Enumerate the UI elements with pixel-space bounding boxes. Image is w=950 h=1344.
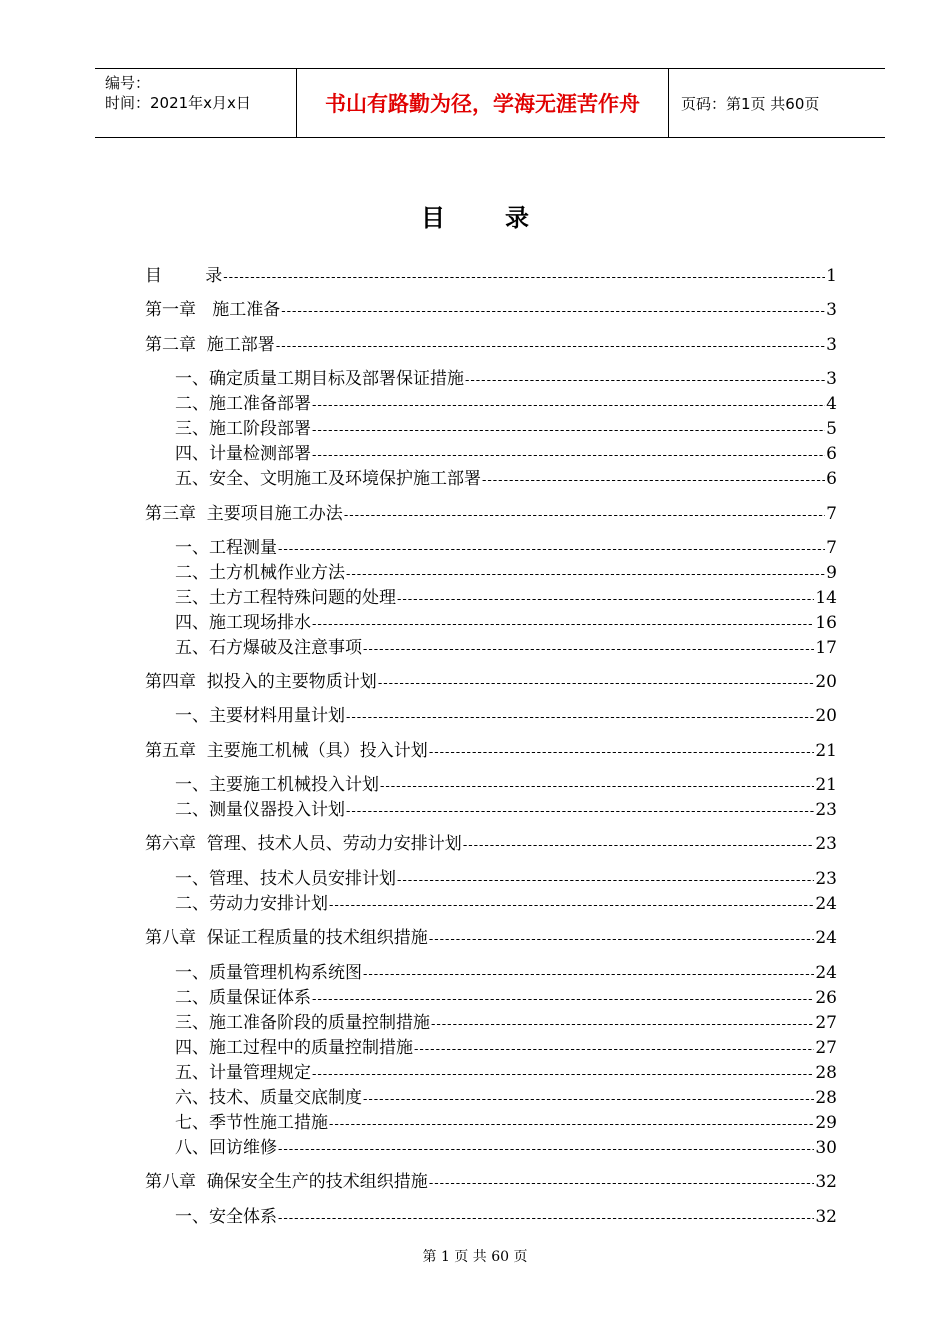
toc-entry[interactable] bbox=[145, 502, 837, 526]
toc-entry-page: 6 bbox=[826, 469, 837, 489]
toc-entry-title: 一、质量管理机构系统图 bbox=[175, 963, 362, 983]
toc-entry-page: 6 bbox=[826, 444, 837, 464]
toc-leader-dashes bbox=[329, 1113, 814, 1137]
toc-entry-page: 1 bbox=[826, 266, 837, 286]
toc-leader-dashes bbox=[397, 869, 814, 893]
toc-leader-dashes bbox=[346, 706, 814, 730]
toc-leader-dashes bbox=[429, 928, 815, 952]
toc-entry-title: 一、确定质量工期目标及部署保证措施 bbox=[175, 369, 464, 389]
toc-entry-page: 30 bbox=[815, 1138, 837, 1158]
toc-entry-title: 五、安全、文明施工及环境保护施工部署 bbox=[175, 469, 481, 489]
toc-entry[interactable] bbox=[145, 298, 837, 322]
page-footer: 第 1 页 共 60 页 bbox=[422, 1249, 528, 1265]
toc-entry-title: 三、土方工程特殊问题的处理 bbox=[175, 588, 396, 608]
toc-entry-page: 7 bbox=[826, 538, 837, 558]
page-header bbox=[95, 68, 885, 138]
toc-leader-dashes bbox=[278, 1207, 814, 1231]
toc-entry-title: 一、主要施工机械投入计划 bbox=[175, 775, 379, 795]
toc-entry-page: 3 bbox=[826, 335, 837, 355]
toc-leader-dashes bbox=[312, 1063, 814, 1087]
toc-entry[interactable] bbox=[175, 773, 837, 797]
toc-entry[interactable] bbox=[175, 611, 837, 635]
toc-entry[interactable] bbox=[175, 986, 837, 1010]
toc-entry-title: 二、土方机械作业方法 bbox=[175, 563, 345, 583]
toc-entry-page: 23 bbox=[815, 800, 837, 820]
toc-entry-title: 五、石方爆破及注意事项 bbox=[175, 638, 362, 658]
toc-entry[interactable] bbox=[175, 1136, 837, 1160]
header-motto: 书山有路勤为径，学海无涯苦作舟 bbox=[297, 69, 669, 137]
toc-entry-title: 一、主要材料用量计划 bbox=[175, 706, 345, 726]
header-page-info: 页码：第1页 共60页 bbox=[681, 94, 820, 113]
toc-entry-title: 二、施工准备部署 bbox=[175, 394, 311, 414]
toc-leader-dashes bbox=[363, 963, 814, 987]
toc-entry[interactable] bbox=[145, 333, 837, 357]
toc-entry[interactable] bbox=[145, 926, 837, 950]
toc-entry-page: 5 bbox=[826, 419, 837, 439]
toc-leader-dashes bbox=[276, 335, 825, 359]
toc-entry-title: 第六章 管理、技术人员、劳动力安排计划 bbox=[145, 834, 462, 854]
toc-entry-title: 五、计量管理规定 bbox=[175, 1063, 311, 1083]
toc-entry-page: 16 bbox=[815, 613, 837, 633]
toc-leader-dashes bbox=[346, 563, 825, 587]
toc-entry-page: 23 bbox=[815, 834, 837, 854]
toc-leader-dashes bbox=[312, 988, 814, 1012]
toc-entry[interactable] bbox=[175, 561, 837, 585]
toc-entry[interactable] bbox=[175, 442, 837, 466]
toc-leader-dashes bbox=[431, 1013, 814, 1037]
toc-leader-dashes bbox=[278, 538, 825, 562]
toc-entry-title: 一、管理、技术人员安排计划 bbox=[175, 869, 396, 889]
toc-entry[interactable] bbox=[175, 867, 837, 891]
toc-entry-page: 20 bbox=[815, 706, 837, 726]
toc-entry[interactable] bbox=[175, 417, 837, 441]
toc-entry[interactable] bbox=[145, 739, 837, 763]
toc-entry[interactable] bbox=[145, 1170, 837, 1194]
toc-entry-page: 21 bbox=[815, 741, 837, 761]
toc-entry-page: 23 bbox=[815, 869, 837, 889]
toc-entry[interactable] bbox=[145, 832, 837, 856]
toc-entry-title: 第八章 保证工程质量的技术组织措施 bbox=[145, 928, 428, 948]
toc-leader-dashes bbox=[429, 741, 815, 765]
toc-entry-page: 3 bbox=[826, 300, 837, 320]
toc-entry-title: 一、工程测量 bbox=[175, 538, 277, 558]
toc-entry[interactable] bbox=[175, 467, 837, 491]
toc-leader-dashes bbox=[397, 588, 814, 612]
toc-entry-title: 二、测量仪器投入计划 bbox=[175, 800, 345, 820]
toc-entry-page: 32 bbox=[815, 1172, 837, 1192]
toc-entry[interactable] bbox=[145, 264, 837, 288]
toc-entry-page: 17 bbox=[815, 638, 837, 658]
toc-entry-title: 二、质量保证体系 bbox=[175, 988, 311, 1008]
toc-leader-dashes bbox=[223, 266, 825, 290]
toc-leader-dashes bbox=[329, 894, 814, 918]
toc-entry[interactable] bbox=[175, 1205, 837, 1229]
toc-entry-page: 14 bbox=[815, 588, 837, 608]
toc-entry[interactable] bbox=[175, 392, 837, 416]
toc-entry[interactable] bbox=[175, 586, 837, 610]
toc-entry-title: 第四章 拟投入的主要物质计划 bbox=[145, 672, 377, 692]
toc-entry-page: 3 bbox=[826, 369, 837, 389]
toc-entry[interactable] bbox=[175, 1111, 837, 1135]
toc-entry-page: 24 bbox=[815, 963, 837, 983]
toc-entry-title: 第二章 施工部署 bbox=[145, 335, 275, 355]
toc-entry-page: 26 bbox=[815, 988, 837, 1008]
toc-entry[interactable] bbox=[175, 1011, 837, 1035]
toc-entry-page: 29 bbox=[815, 1113, 837, 1133]
toc-entry-page: 28 bbox=[815, 1088, 837, 1108]
page-title bbox=[0, 198, 950, 233]
toc-entry-page: 28 bbox=[815, 1063, 837, 1083]
toc-entry-title: 二、劳动力安排计划 bbox=[175, 894, 328, 914]
toc-leader-dashes bbox=[429, 1172, 815, 1196]
toc-entry-title: 第一章 施工准备 bbox=[145, 300, 281, 320]
toc-leader-dashes bbox=[380, 775, 814, 799]
toc-entry-title: 七、季节性施工措施 bbox=[175, 1113, 328, 1133]
toc-entry[interactable] bbox=[175, 1036, 837, 1060]
header-number-label: 编号： bbox=[105, 74, 151, 92]
toc-entry-page: 27 bbox=[815, 1038, 837, 1058]
toc-leader-dashes bbox=[346, 800, 814, 824]
toc-entry[interactable] bbox=[175, 1086, 837, 1110]
toc-leader-dashes bbox=[414, 1038, 814, 1062]
toc-leader-dashes bbox=[344, 504, 825, 528]
toc-entry-page: 4 bbox=[826, 394, 837, 414]
toc-entry-page: 20 bbox=[815, 672, 837, 692]
toc-entry[interactable] bbox=[175, 367, 837, 391]
toc-entry[interactable] bbox=[175, 704, 837, 728]
toc-entry[interactable] bbox=[175, 892, 837, 916]
toc-entry-title: 第三章 主要项目施工办法 bbox=[145, 504, 343, 524]
toc-leader-dashes bbox=[465, 369, 825, 393]
toc-entry[interactable] bbox=[175, 636, 837, 660]
toc-entry-title: 四、施工过程中的质量控制措施 bbox=[175, 1038, 413, 1058]
toc-entry-title: 第五章 主要施工机械（具）投入计划 bbox=[145, 741, 428, 761]
toc-entry-page: 27 bbox=[815, 1013, 837, 1033]
header-time-label: 时间：2021年x月x日 bbox=[105, 94, 251, 112]
toc-leader-dashes bbox=[363, 638, 814, 662]
toc-entry-title: 一、安全体系 bbox=[175, 1207, 277, 1227]
toc-leader-dashes bbox=[312, 419, 825, 443]
toc-entry-title: 四、计量检测部署 bbox=[175, 444, 311, 464]
toc-entry-page: 24 bbox=[815, 928, 837, 948]
toc-leader-dashes bbox=[482, 469, 825, 493]
toc-entry-title: 六、技术、质量交底制度 bbox=[175, 1088, 362, 1108]
toc-leader-dashes bbox=[312, 444, 825, 468]
toc-leader-dashes bbox=[363, 1088, 814, 1112]
toc-leader-dashes bbox=[312, 613, 814, 637]
toc-entry-title: 四、施工现场排水 bbox=[175, 613, 311, 633]
toc-entry-title: 第八章 确保安全生产的技术组织措施 bbox=[145, 1172, 428, 1192]
toc-entry-page: 32 bbox=[815, 1207, 837, 1227]
title-right-char: 录 bbox=[505, 204, 529, 232]
toc-leader-dashes bbox=[378, 672, 815, 696]
toc-leader-dashes bbox=[312, 394, 825, 418]
toc-entry[interactable] bbox=[175, 961, 837, 985]
toc-entry-page: 21 bbox=[815, 775, 837, 795]
title-left-char: 目 bbox=[421, 204, 445, 232]
toc-entry[interactable] bbox=[175, 798, 837, 822]
header-left-cell bbox=[95, 69, 297, 137]
toc-entry-title: 目 录 bbox=[145, 266, 223, 286]
toc-entry-page: 7 bbox=[826, 504, 837, 524]
toc-entry-page: 24 bbox=[815, 894, 837, 914]
toc-entry-title: 三、施工准备阶段的质量控制措施 bbox=[175, 1013, 430, 1033]
toc-entry[interactable] bbox=[175, 536, 837, 560]
toc-leader-dashes bbox=[463, 834, 815, 858]
toc-entry[interactable] bbox=[145, 670, 837, 694]
toc-leader-dashes bbox=[281, 300, 825, 324]
toc-leader-dashes bbox=[278, 1138, 814, 1162]
toc-entry-page: 9 bbox=[826, 563, 837, 583]
toc-entry-title: 八、回访维修 bbox=[175, 1138, 277, 1158]
toc-entry[interactable] bbox=[175, 1061, 837, 1085]
toc-entry-title: 三、施工阶段部署 bbox=[175, 419, 311, 439]
